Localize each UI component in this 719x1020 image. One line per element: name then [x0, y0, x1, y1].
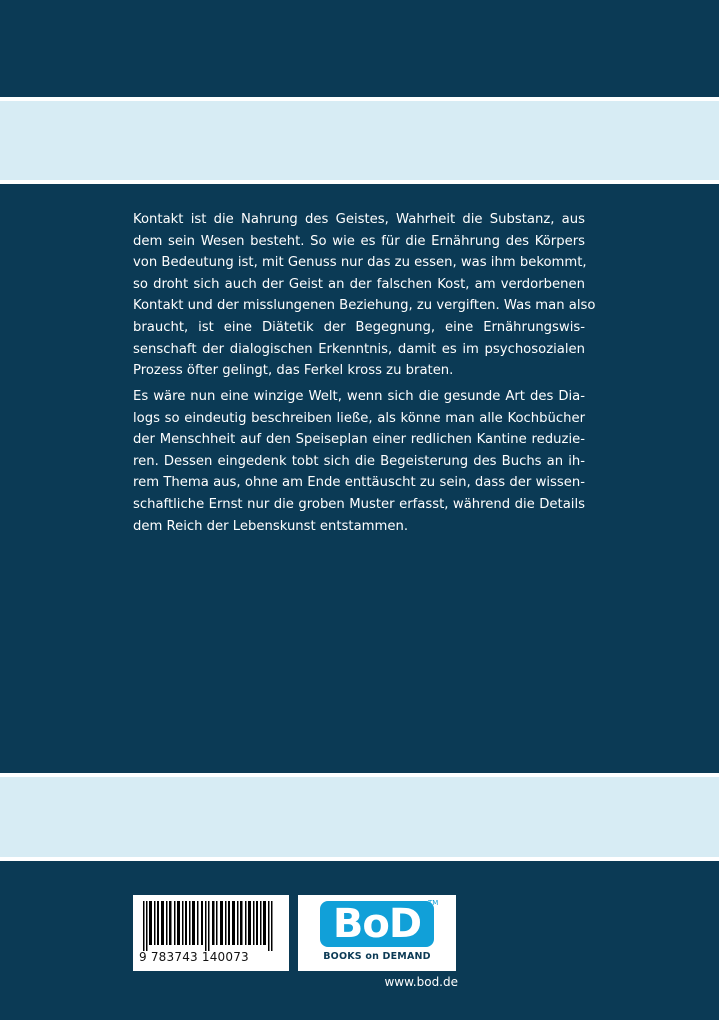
blurb-paragraph-2 — [133, 386, 585, 537]
text-line: so droht sich auch der Geist an der falschen Kost, am verdorbenen — [133, 276, 585, 292]
text-line: Kontakt und der misslungenen Beziehung, zu vergiften. Was man also — [133, 298, 596, 314]
text-line: der Menschheit auf den Speiseplan einer redlichen Kantine reduzie- — [133, 432, 585, 448]
bod-logo-mark: BoD — [320, 901, 434, 947]
text-line: schaftliche Ernst nur die groben Muster erfasst, während die Details — [133, 496, 585, 512]
text-line: von Bedeutung ist, mit Genuss nur das zu essen, was ihm bekommt, — [133, 255, 587, 271]
logo-tagline: BOOKS on DEMAND — [323, 951, 431, 962]
barcode-bars-icon — [141, 901, 281, 951]
text-line: Prozess öfter gelingt, das Ferkel kross zu braten. — [133, 363, 454, 379]
text-line: Es wäre nun eine winzige Welt, wenn sich die gesunde Art des Dia- — [133, 389, 585, 404]
text-line: rem Thema aus, ohne am Ende enttäuscht zu sein, dass der wissen- — [133, 475, 585, 491]
text-line: dem Reich der Lebenskunst entstammen. — [133, 518, 409, 534]
isbn-barcode — [133, 895, 289, 971]
publisher-logo — [298, 895, 456, 971]
text-line: senschaft der dialogischen Erkenntnis, damit es im psychosozialen — [133, 341, 585, 357]
bottom-decorative-band — [0, 773, 719, 861]
text-line: Kontakt ist die Nahrung des Geistes, Wahrheit die Substanz, aus — [133, 212, 585, 227]
top-decorative-band — [0, 97, 719, 184]
trademark-symbol: TM — [428, 899, 439, 907]
isbn-digits: 9 783743 140073 — [139, 950, 249, 964]
text-line: ren. Dessen eingedenk tobt sich die Begeisterung des Buchs an ih- — [133, 453, 585, 469]
text-line: dem sein Wesen besteht. So wie es für die Ernährung des Körpers — [133, 233, 585, 249]
blurb-paragraph-1 — [133, 209, 596, 382]
text-line: logs so eindeutig beschreiben ließe, als könne man alle Kochbücher — [133, 410, 585, 426]
text-line: braucht, ist eine Diätetik der Begegnung, eine Ernährungswis- — [133, 319, 585, 335]
publisher-website: www.bod.de — [384, 975, 458, 989]
